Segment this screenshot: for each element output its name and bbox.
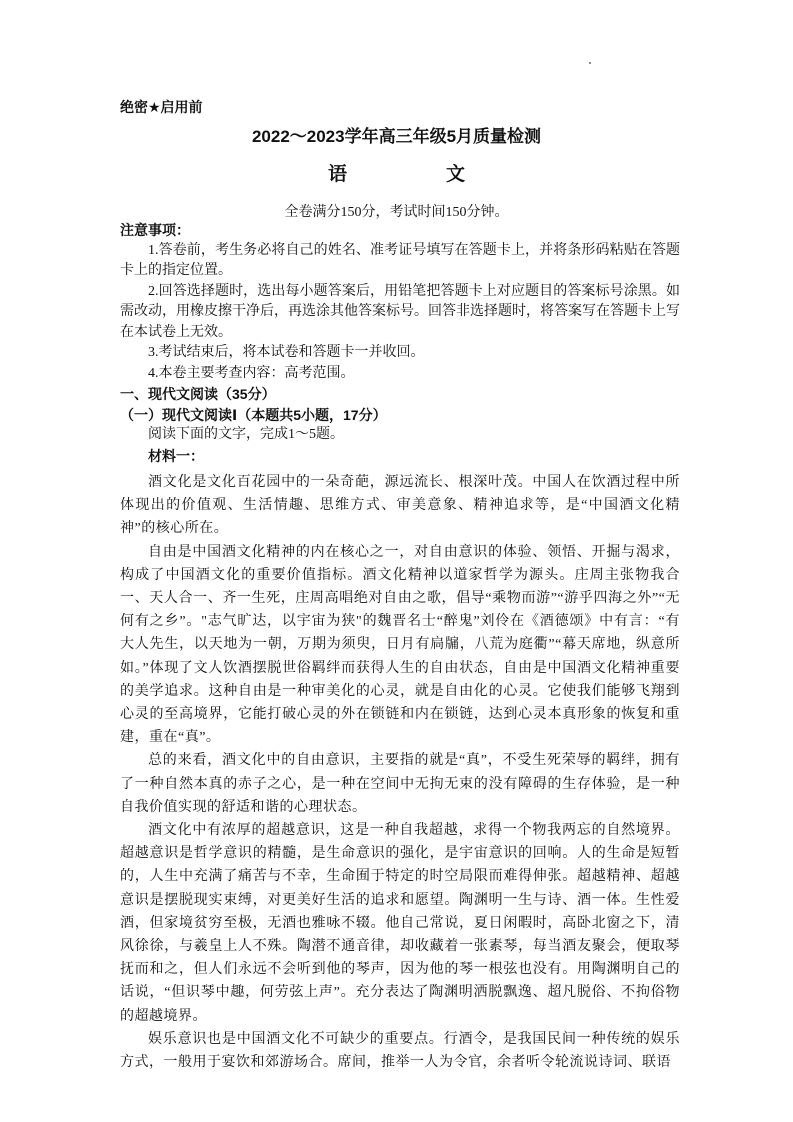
notice-heading: 注意事项： (120, 222, 190, 238)
secret-label: 绝密★启用前 (120, 99, 203, 115)
notice-item: 3.考试结束后，将本试卷和答题卡一并收回。 (148, 345, 425, 360)
section-instruction: 阅读下面的文字，完成1～5题。 (148, 427, 344, 442)
passage-paragraph: 自由是中国酒文化精神的内在核心之一，对自由意识的体验、领悟、开掘与渴求，构成了中国酒文化的重要价值指标。酒文化精神以道家哲学为源头。庄周主张物我合一、天人合一、齐一生死，庄周高唱绝对自由之歌，倡导“乘物而游”“游乎四海之外”“无何有之乡”。"志气旷达，以宇宙为狭"的魏晋名士“醉鬼”刘伶在《酒德颂》中有言：“有大人先生，以天地为一朝，万期为须臾，日月有扃牖，八荒为庭衢”“幕天席地，纵意所如。”体现了文人饮酒摆脱世俗羁绊而获得人生的自由状态，自由是中国酒文化精神重要的美学追求。这种自由是一种审美化的心灵，就是自由化的心灵。它使我们能够飞翔到心灵的至高境界，它能打破心灵的外在锁链和内在锁链，达到心灵本真形象的恢复和重建，重在“真”。 (120, 544, 680, 746)
score-info: 全卷满分150分，考试时间150分钟。 (284, 205, 509, 220)
notice-item: 1.答卷前，考生务必将自己的姓名、准考证号填写在答题卡上，并将条形码粘贴在答题卡上的指定位置。 (120, 242, 680, 278)
passage-paragraph: 酒文化是文化百花园中的一朵奇葩，源远流长、根深叶茂。中国人在饮酒过程中所体现出的价值观、生活情趣、思维方式、审美意象、精神追求等，是“中国酒文化精神”的核心所在。 (120, 475, 680, 537)
notice-block (120, 220, 680, 466)
exam-title: 2022～2023学年高三年级5月质量检测 (251, 127, 542, 146)
passage-paragraph: 娱乐意识也是中国酒文化不可缺少的重要点。行酒令，是我国民间一种传统的娱乐方式，一般用于宴饮和郊游场合。席间，推举一人为令官，余者听令轮流说诗词、联语 (120, 1031, 680, 1071)
subject-title: 语 文 (327, 164, 505, 185)
notice-item: 4.本卷主要考查内容：高考范围。 (148, 365, 355, 381)
material-label: 材料一： (148, 447, 204, 464)
passage-body (120, 471, 680, 1074)
passage-paragraph: 酒文化中有浓厚的超越意识，这是一种自我超越，求得一个物我两忘的自然境界。超越意识是哲学意识的精髓，是生命意识的强化，是宇宙意识的回响。人的生命是短暂的，人生中充满了痛苦与不幸，生命囿于特定的时空局限而难得伸张。超越精神、超越意识是摆脱现实束缚，对更美好生活的追求和愿望。陶渊明一生与诗、酒一体。生性爱酒，但家境贫穷至极，无酒也雅咏不辍。他自己常说，夏日闲暇时，高卧北窗之下，清风徐徐，与羲皇上人不殊。陶潜不通音律，却收藏着一张素琴，每当酒友聚会，便取琴抚而和之，但人们永远不会听到他的琴声，因为他的琴一根弦也没有。用陶渊明自己的话说，“但识琴中趣，何劳弦上声”。充分表达了陶渊明洒脱飘逸、超凡脱俗、不拘俗物的超越境界。 (120, 823, 680, 1024)
section-title: 一、现代文阅读（35分） (120, 386, 276, 402)
notice-item: 2.回答选择题时，选出每小题答案后，用铅笔把答题卡上对应题目的答案标号涂黑。如需改动，用橡皮擦干净后，再选涂其他答案标号。回答非选择题时，将答案写在答题卡上写在本试卷上无效。 (120, 283, 680, 340)
scan-dot (589, 62, 591, 64)
passage-paragraph: 总的来看，酒文化中的自由意识，主要指的就是“真”，不受生死荣辱的羁绊，拥有了一种自然本真的赤子之心，是一种在空间中无拘无束的没有障碍的生存体验，是一种自我价值实现的舒适和谐的心理状态。 (120, 753, 680, 815)
section-subtitle: （一）现代文阅读Ⅰ（本题共5小题，17分） (120, 406, 387, 423)
